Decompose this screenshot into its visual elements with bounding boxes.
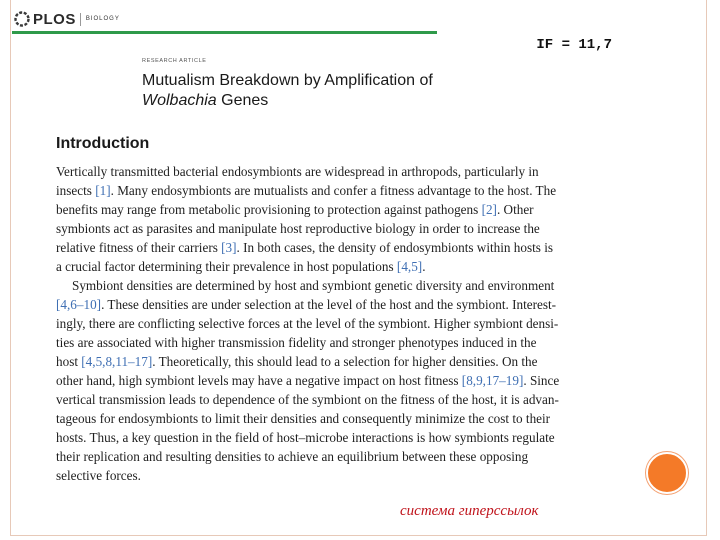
slide-caption: система гиперссылок	[400, 503, 539, 519]
reference-link[interactable]: [3]	[221, 240, 237, 255]
text-line: [4,6–10]. These densities are under selection at the level of the host and the symbiont. Interest-	[56, 297, 557, 312]
text-line: other hand, high symbiont levels may have a negative impact on host fitness [8,9,17–19]. Since	[56, 373, 560, 388]
reference-link[interactable]: [2]	[481, 202, 497, 217]
journal-subtitle: BIOLOGY	[85, 16, 120, 22]
journal-name: PLOS	[33, 10, 76, 28]
article-title	[142, 71, 442, 111]
plos-logo-icon	[14, 11, 30, 27]
text-line: benefits may range from metabolic provisioning to protection against pathogens [2]. Other	[56, 202, 534, 217]
article-type: RESEARCH ARTICLE	[142, 58, 207, 64]
text-line: insects [1]. Many endosymbionts are mutualists and confer a fitness advantage to the host. The	[56, 183, 557, 198]
text-line: symbionts act as parasites and manipulate host reproductive biology in order to increase the	[56, 221, 540, 236]
title-line-1: Mutualism Breakdown by Amplification of	[142, 72, 433, 89]
reference-link[interactable]: [1]	[95, 183, 111, 198]
text-line: tageous for endosymbionts to limit their densities and consequently minimize the cost to their	[56, 411, 551, 426]
impact-factor: IF = 11,7	[536, 37, 612, 53]
text-line: selective forces.	[56, 468, 141, 483]
text-line: a crucial factor determining their prevalence in host populations [4,5].	[56, 259, 426, 274]
text-line: ingly, there are conflicting selective forces at the level of the symbiont. Higher symbiont densi-	[56, 316, 559, 331]
reference-link[interactable]: [4,5,8,11–17]	[81, 354, 153, 369]
title-italic-genus: Wolbachia	[142, 92, 217, 109]
text-line: their replication and resulting densities to achieve an equilibrium between these opposing	[56, 449, 529, 464]
section-heading: Introduction	[56, 135, 150, 152]
text-line: Vertically transmitted bacterial endosymbionts are widespread in arthropods, particularly in	[56, 164, 539, 179]
text-line: host [4,5,8,11–17]. Theoretically, this should lead to a selection for higher densities. On the	[56, 354, 538, 369]
text-line: hosts. Thus, a key question in the field of host–microbe interactions is how symbionts regulate	[56, 430, 555, 445]
text-line: vertical transmission leads to dependence of the symbiont on the fitness of the host, it is advan-	[56, 392, 559, 407]
text-line: ties are associated with higher transmission fidelity and stronger phenotypes induced in the	[56, 335, 537, 350]
introduction-text	[56, 162, 618, 485]
journal-logo	[14, 9, 120, 29]
orange-circle-decoration	[646, 452, 688, 494]
text-line: Symbiont densities are determined by host and symbiont genetic diversity and environment	[72, 278, 555, 293]
reference-link[interactable]: [4,5]	[396, 259, 423, 274]
reference-link[interactable]: [8,9,17–19]	[461, 373, 524, 388]
text-line: relative fitness of their carriers [3]. In both cases, the density of endosymbionts within hosts is	[56, 240, 554, 255]
title-line-2: Genes	[216, 92, 269, 109]
logo-divider	[80, 13, 81, 26]
reference-link[interactable]: [4,6–10]	[56, 297, 102, 312]
header-rule	[12, 31, 437, 34]
